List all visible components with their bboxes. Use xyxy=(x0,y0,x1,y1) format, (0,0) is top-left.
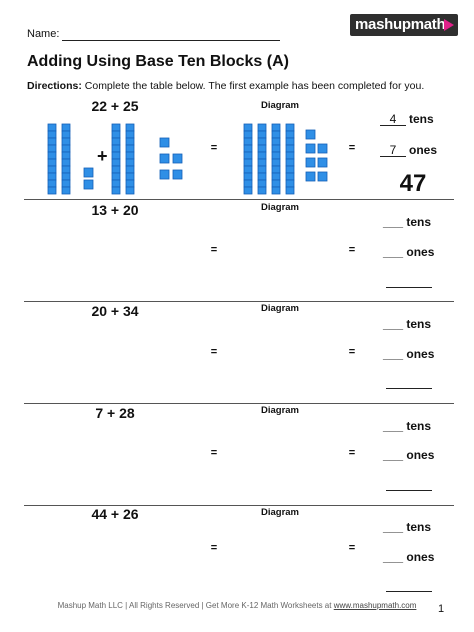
ones-answer-2[interactable] xyxy=(383,245,473,259)
ten-rod-cube xyxy=(286,180,294,187)
unit-cube xyxy=(306,172,315,181)
equals-sign-4b: = xyxy=(348,447,356,459)
row-divider xyxy=(24,301,454,302)
plus-sign: + xyxy=(97,146,108,166)
sum-answer-1: 47 xyxy=(399,170,427,197)
ten-rod-cube xyxy=(272,166,280,173)
tens-answer-5[interactable] xyxy=(383,520,473,534)
ten-rod-cube xyxy=(126,173,134,180)
ten-rod-cube xyxy=(126,187,134,194)
tens-blank[interactable]: ___ xyxy=(383,215,404,229)
ten-rod-cube xyxy=(272,138,280,145)
ten-rod-cube xyxy=(48,138,56,145)
sum-answer-line-4[interactable] xyxy=(386,490,432,491)
problem-3: 20 + 34 xyxy=(91,303,139,319)
ten-rod-cube xyxy=(244,187,252,194)
ten-rod-cube xyxy=(272,180,280,187)
ten-rod-cube xyxy=(258,173,266,180)
tens-label: tens xyxy=(406,215,432,229)
ten-rod-cube xyxy=(62,159,70,166)
ones-answer-5[interactable] xyxy=(383,550,473,564)
unit-cube xyxy=(318,172,327,181)
ten-rod-cube xyxy=(286,159,294,166)
ten-rod-cube xyxy=(62,187,70,194)
ten-rod-cube xyxy=(258,145,266,152)
ones-label: ones xyxy=(406,448,435,462)
sum-blocks-group xyxy=(244,124,327,194)
tens-blank[interactable]: ___ xyxy=(383,317,404,331)
diagram-label-4: Diagram xyxy=(260,405,299,416)
addend-blocks-group xyxy=(48,124,182,194)
unit-cube xyxy=(160,154,169,163)
ones-label: ones xyxy=(406,550,435,564)
diagram-label-5: Diagram xyxy=(260,507,299,518)
ones-answer-4[interactable] xyxy=(383,448,473,462)
unit-cube xyxy=(306,130,315,139)
unit-cube xyxy=(306,158,315,167)
ten-rod-cube xyxy=(286,138,294,145)
equals-sign-3b: = xyxy=(348,346,356,358)
ten-rod-cube xyxy=(62,152,70,159)
sum-answer-line-3[interactable] xyxy=(386,388,432,389)
problem-1: 22 + 25 xyxy=(91,98,139,114)
diagram-label-1: Diagram xyxy=(260,100,299,111)
tens-answer-3[interactable] xyxy=(383,317,473,331)
ten-rod-cube xyxy=(272,145,280,152)
sum-answer-line-2[interactable] xyxy=(386,287,432,288)
unit-cube xyxy=(173,154,182,163)
diagram-label-3: Diagram xyxy=(260,303,299,314)
ten-rod-cube xyxy=(112,138,120,145)
ten-rod-cube xyxy=(244,173,252,180)
ten-rod-cube xyxy=(286,152,294,159)
ten-rod-cube xyxy=(126,180,134,187)
ten-rod-cube xyxy=(244,124,252,131)
unit-cube xyxy=(84,180,93,189)
ones-blank[interactable]: ___ xyxy=(383,550,404,564)
ten-rod-cube xyxy=(126,152,134,159)
ten-rod-cube xyxy=(126,159,134,166)
ten-rod-cube xyxy=(112,180,120,187)
tens-label: tens xyxy=(406,520,432,534)
ten-rod-cube xyxy=(272,159,280,166)
ten-rod-cube xyxy=(112,166,120,173)
page-number: 1 xyxy=(438,603,445,615)
sum-blocks xyxy=(238,118,338,198)
tens-answer-2[interactable] xyxy=(383,215,473,229)
ten-rod-cube xyxy=(272,187,280,194)
ten-rod-cube xyxy=(112,173,120,180)
directions-text: Complete the table below. The first example has been completed for you. xyxy=(84,80,425,92)
problem-5: 44 + 26 xyxy=(91,506,139,522)
name-line xyxy=(62,40,280,41)
ones-answer-3[interactable] xyxy=(383,347,473,361)
ten-rod-cube xyxy=(272,124,280,131)
unit-cube xyxy=(318,158,327,167)
directions-label: Directions: xyxy=(27,80,82,92)
problem-4: 7 + 28 xyxy=(95,405,135,421)
ones-label: ones xyxy=(406,347,435,361)
ten-rod-cube xyxy=(62,145,70,152)
equals-sign-2a: = xyxy=(210,244,218,256)
ten-rod-cube xyxy=(244,159,252,166)
ten-rod-cube xyxy=(286,187,294,194)
ten-rod-cube xyxy=(112,131,120,138)
ten-rod-cube xyxy=(62,131,70,138)
equals-sign-2b: = xyxy=(348,244,356,256)
ten-rod-cube xyxy=(126,145,134,152)
ten-rod-cube xyxy=(62,124,70,131)
ones-blank[interactable]: ___ xyxy=(383,347,404,361)
ten-rod-cube xyxy=(258,138,266,145)
ones-blank[interactable]: ___ xyxy=(383,448,404,462)
equals-sign-1b: = xyxy=(348,142,356,154)
ten-rod-cube xyxy=(286,124,294,131)
ten-rod-cube xyxy=(244,131,252,138)
unit-cube xyxy=(306,144,315,153)
ten-rod-cube xyxy=(48,152,56,159)
ten-rod-cube xyxy=(48,124,56,131)
unit-cube xyxy=(160,138,169,147)
ten-rod-cube xyxy=(62,166,70,173)
ten-rod-cube xyxy=(48,180,56,187)
unit-cube xyxy=(173,170,182,179)
sum-answer-line-5[interactable] xyxy=(386,591,432,592)
ten-rod-cube xyxy=(112,152,120,159)
mashupmath-logo xyxy=(350,14,458,36)
equals-sign-3a: = xyxy=(210,346,218,358)
equals-sign-1a: = xyxy=(210,142,218,154)
name-label: Name: xyxy=(27,28,60,40)
tens-answer-1 xyxy=(380,112,470,126)
ten-rod-cube xyxy=(112,145,120,152)
tens-answer-4[interactable] xyxy=(383,419,473,433)
ten-rod-cube xyxy=(126,138,134,145)
ten-rod-cube xyxy=(244,166,252,173)
ten-rod-cube xyxy=(258,131,266,138)
row-divider xyxy=(24,403,454,404)
ten-rod-cube xyxy=(48,173,56,180)
ten-rod-cube xyxy=(126,166,134,173)
tens-label: tens xyxy=(409,112,434,126)
ten-rod-cube xyxy=(48,187,56,194)
tens-label: tens xyxy=(406,317,432,331)
ten-rod-cube xyxy=(62,173,70,180)
footer-link[interactable]: www.mashupmath.com xyxy=(333,601,417,610)
ten-rod-cube xyxy=(272,131,280,138)
logo-text: mashupmath xyxy=(355,16,446,33)
ten-rod-cube xyxy=(126,124,134,131)
row-divider xyxy=(24,199,454,200)
ones-blank[interactable]: ___ xyxy=(383,245,404,259)
ten-rod-cube xyxy=(258,187,266,194)
ones-label: ones xyxy=(409,143,438,157)
ten-rod-cube xyxy=(48,145,56,152)
ten-rod-cube xyxy=(48,131,56,138)
tens-label: tens xyxy=(406,419,432,433)
ten-rod-cube xyxy=(258,124,266,131)
ten-rod-cube xyxy=(258,152,266,159)
ten-rod-cube xyxy=(126,131,134,138)
unit-cube xyxy=(84,168,93,177)
ten-rod-cube xyxy=(258,166,266,173)
ones-answer-1 xyxy=(380,143,470,157)
worksheet-title: Adding Using Base Ten Blocks (A) xyxy=(27,53,289,70)
ten-rod-cube xyxy=(258,180,266,187)
ten-rod-cube xyxy=(62,180,70,187)
footer xyxy=(0,601,474,610)
ten-rod-cube xyxy=(244,152,252,159)
problem-2: 13 + 20 xyxy=(91,202,139,218)
ten-rod-cube xyxy=(48,159,56,166)
diagram-label-2: Diagram xyxy=(260,202,299,213)
tens-blank[interactable]: ___ xyxy=(383,419,404,433)
ten-rod-cube xyxy=(62,138,70,145)
ten-rod-cube xyxy=(286,166,294,173)
footer-text: Mashup Math LLC | All Rights Reserved | Get More K-12 Math Worksheets at xyxy=(57,601,332,610)
directions xyxy=(27,80,424,92)
play-icon xyxy=(444,19,454,31)
tens-value: 4 xyxy=(380,113,406,126)
ten-rod-cube xyxy=(286,145,294,152)
ten-rod-cube xyxy=(244,138,252,145)
equals-sign-5a: = xyxy=(210,542,218,554)
ones-label: ones xyxy=(406,245,435,259)
ones-value: 7 xyxy=(380,144,406,157)
ten-rod-cube xyxy=(286,173,294,180)
ten-rod-cube xyxy=(48,166,56,173)
ten-rod-cube xyxy=(112,187,120,194)
ten-rod-cube xyxy=(112,124,120,131)
unit-cube xyxy=(160,170,169,179)
ten-rod-cube xyxy=(286,131,294,138)
ten-rod-cube xyxy=(112,159,120,166)
unit-cube xyxy=(318,144,327,153)
ten-rod-cube xyxy=(272,152,280,159)
ten-rod-cube xyxy=(272,173,280,180)
ten-rod-cube xyxy=(244,180,252,187)
equals-sign-5b: = xyxy=(348,542,356,554)
equals-sign-4a: = xyxy=(210,447,218,459)
ten-rod-cube xyxy=(244,145,252,152)
tens-blank[interactable]: ___ xyxy=(383,520,404,534)
ten-rod-cube xyxy=(258,159,266,166)
addend-blocks xyxy=(40,118,200,198)
